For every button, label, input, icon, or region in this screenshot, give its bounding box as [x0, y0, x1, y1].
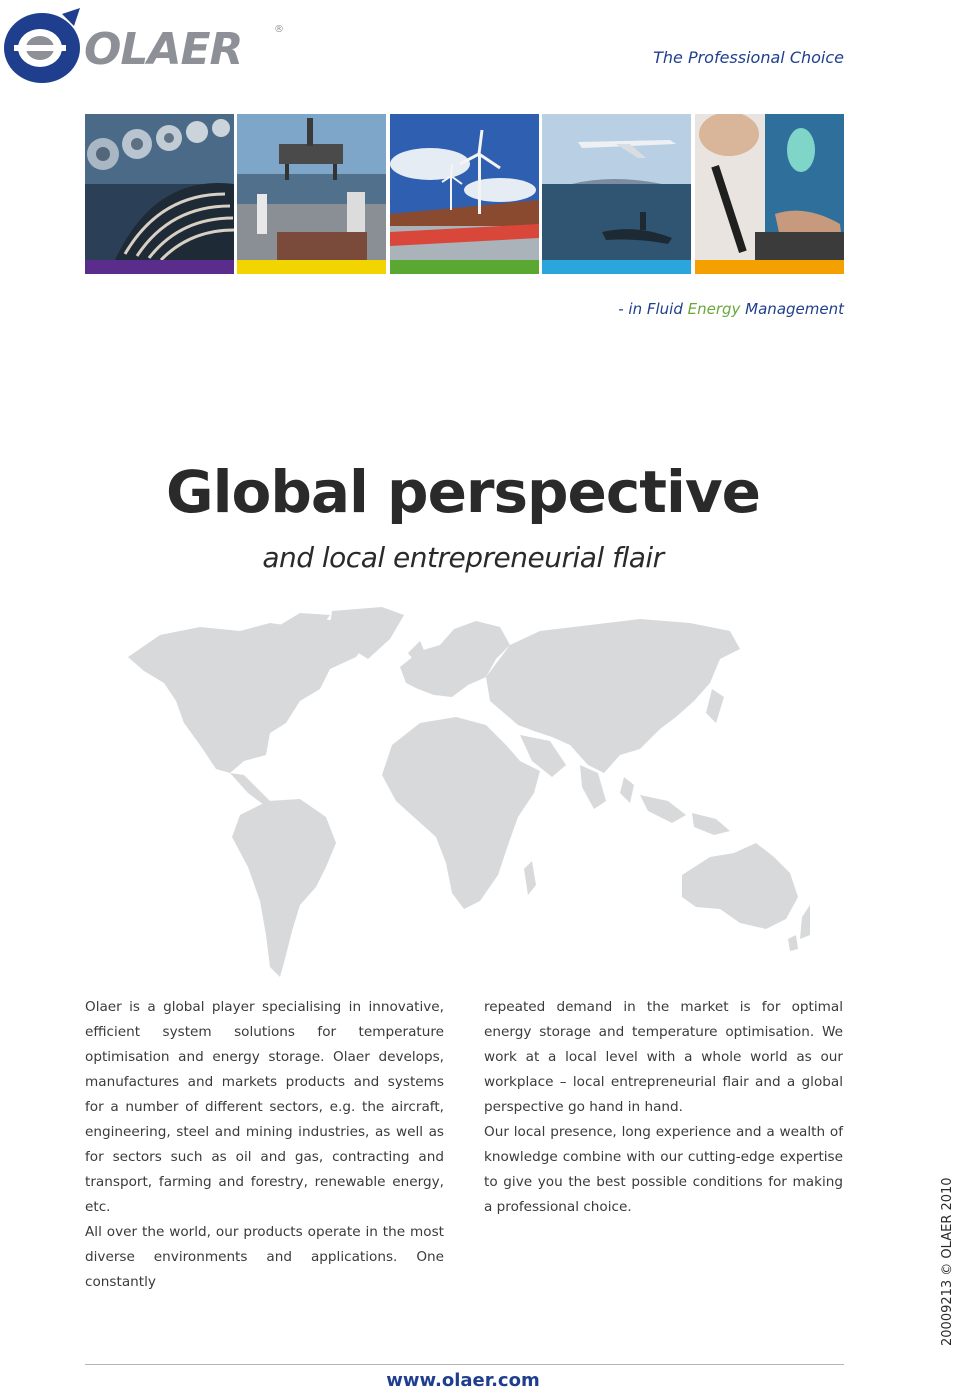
- body-paragraph: All over the world, our products operate in the most diverse environments and applications. One constantly: [85, 1224, 444, 1290]
- logo-wordmark: OLAER: [84, 24, 243, 75]
- subheadline: and local entrepreneurial flair: [262, 541, 664, 574]
- subtag-energy: Energy: [687, 300, 741, 318]
- headline: Global perspective: [165, 458, 761, 526]
- website-link[interactable]: www.olaer.com: [386, 1370, 540, 1391]
- subtag-prefix: - in Fluid: [618, 300, 688, 318]
- body-column-left: [85, 995, 444, 1295]
- olaer-logo: [0, 4, 300, 90]
- photo-color-band: [237, 260, 386, 274]
- logo-emblem-icon: [0, 4, 90, 90]
- body-paragraph: repeated demand in the market is for optimal energy storage and temperature optimisation. We work at a local level with a whole world as our workplace – local entrepreneurial flair and a global perspective go hand in hand.: [484, 999, 843, 1115]
- brand-tagline: The Professional Choice: [653, 48, 844, 67]
- registered-mark: ®: [274, 24, 284, 35]
- body-paragraph: Olaer is a global player specialising in innovative, efficient system solutions for temperature optimisation and energy storage. Olaer develops, manufactures and markets products and systems for a number of different sectors, e.g. the aircraft, engineering, steel and mining industries, as well as for sectors such as oil and gas, contracting and transport, farming and forestry, renewable energy, etc.: [85, 999, 444, 1215]
- photo-aircraft-submarine: [542, 114, 691, 274]
- document-code: 20009213 © OLAER 2010: [940, 1177, 955, 1346]
- photo-color-band: [695, 260, 844, 274]
- photo-color-band: [85, 260, 234, 274]
- photo-oil-platform-harbor: [237, 114, 386, 274]
- world-map-icon: [120, 605, 810, 985]
- photo-color-band: [390, 260, 539, 274]
- footer-divider: [85, 1364, 844, 1365]
- world-map-illustration: [120, 605, 810, 985]
- body-paragraph: Our local presence, long experience and a wealth of knowledge combine with our cutting-edge expertise to give you the best possible conditions for making a professional choice.: [484, 1124, 843, 1215]
- body-column-right: [484, 995, 843, 1220]
- photo-color-band: [542, 260, 691, 274]
- photo-industrial-machinery: [85, 114, 234, 274]
- photo-wind-turbines: [390, 114, 539, 274]
- photo-strip: [85, 114, 844, 274]
- fluid-energy-subtag: [618, 300, 844, 318]
- subtag-suffix: Management: [740, 300, 844, 318]
- photo-engineer-screen: [695, 114, 844, 274]
